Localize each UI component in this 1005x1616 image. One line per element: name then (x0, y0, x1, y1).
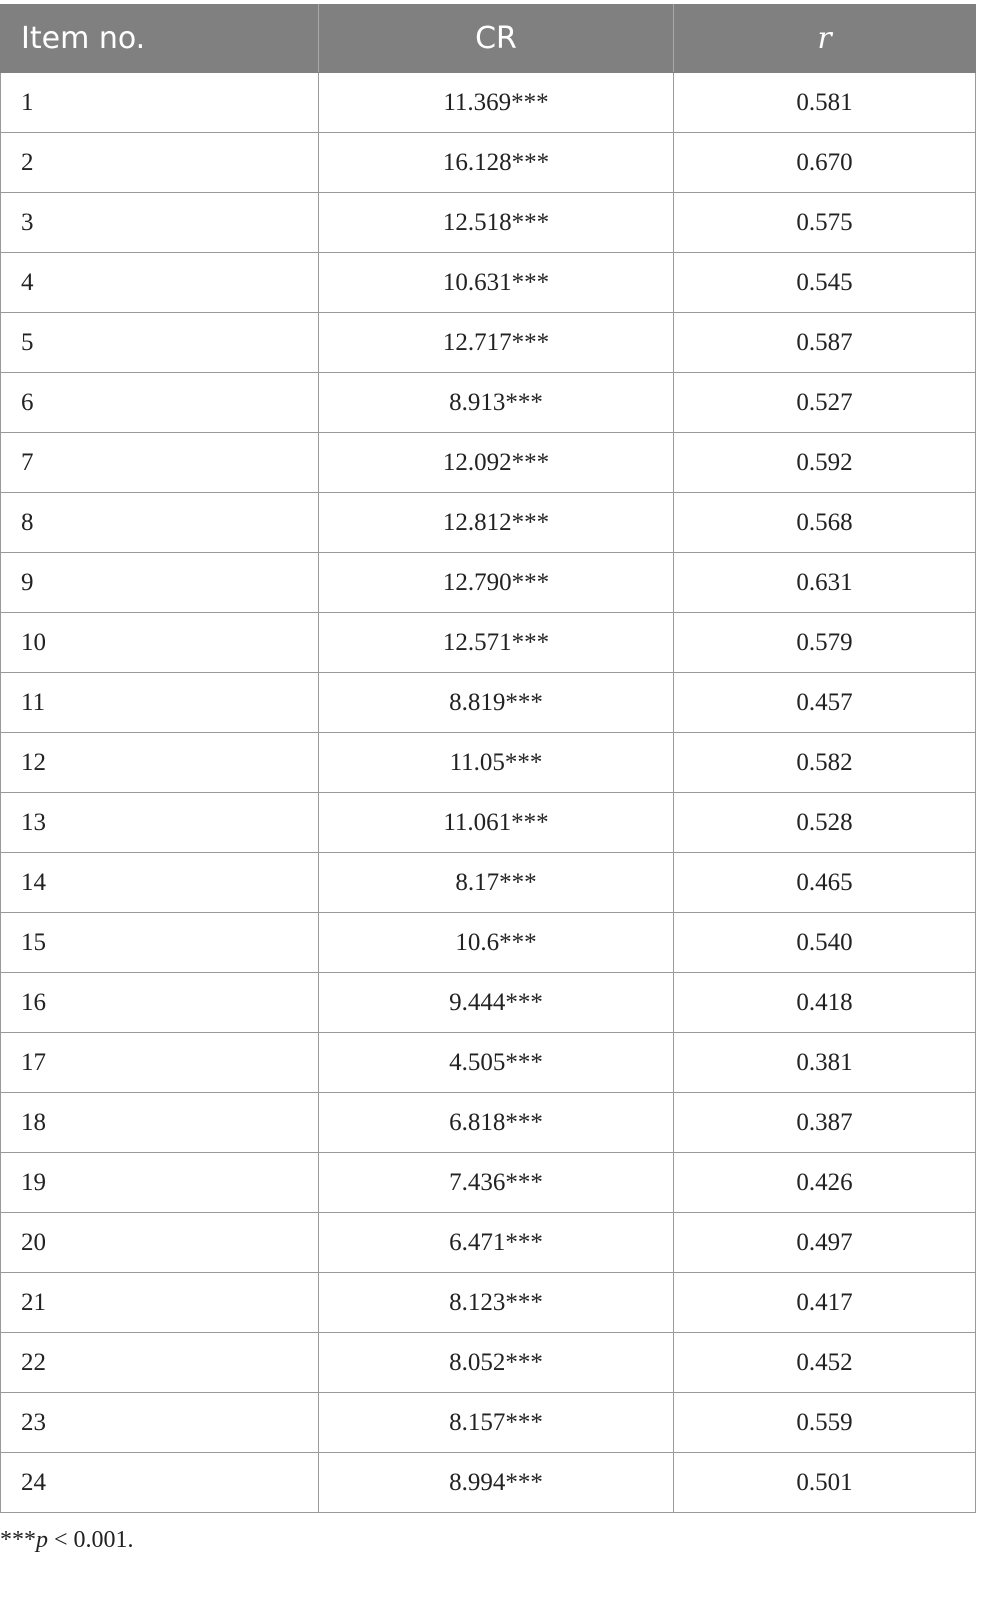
table-row (1, 133, 976, 193)
table-row (1, 1453, 976, 1513)
cell-cr: 8.157*** (319, 1393, 674, 1453)
table-row (1, 673, 976, 733)
cell-cr: 11.061*** (319, 793, 674, 853)
cell-cr: 6.471*** (319, 1213, 674, 1273)
cell-r: 0.582 (674, 733, 976, 793)
cell-r: 0.575 (674, 193, 976, 253)
cell-cr: 8.17*** (319, 853, 674, 913)
cell-item-no: 6 (1, 373, 319, 433)
cell-r: 0.587 (674, 313, 976, 373)
cell-r: 0.670 (674, 133, 976, 193)
table-row (1, 1213, 976, 1273)
cell-item-no: 21 (1, 1273, 319, 1333)
table-container (0, 4, 975, 1513)
cell-cr: 10.6*** (319, 913, 674, 973)
table-row (1, 1153, 976, 1213)
cell-r: 0.426 (674, 1153, 976, 1213)
cell-r: 0.592 (674, 433, 976, 493)
table-row (1, 493, 976, 553)
cell-item-no: 19 (1, 1153, 319, 1213)
cell-r: 0.457 (674, 673, 976, 733)
header-cr: CR (319, 5, 674, 73)
cell-cr: 10.631*** (319, 253, 674, 313)
table-row (1, 73, 976, 133)
footnote-p-symbol: p (36, 1527, 48, 1553)
table-row (1, 1033, 976, 1093)
table-row (1, 373, 976, 433)
cell-r: 0.381 (674, 1033, 976, 1093)
cell-cr: 16.128*** (319, 133, 674, 193)
cell-item-no: 20 (1, 1213, 319, 1273)
table-row (1, 1093, 976, 1153)
table-row (1, 193, 976, 253)
cell-r: 0.528 (674, 793, 976, 853)
cell-item-no: 5 (1, 313, 319, 373)
cell-item-no: 10 (1, 613, 319, 673)
cell-r: 0.540 (674, 913, 976, 973)
cell-cr: 4.505*** (319, 1033, 674, 1093)
cell-r: 0.452 (674, 1333, 976, 1393)
footnote-stars: *** (0, 1527, 36, 1553)
cell-r: 0.387 (674, 1093, 976, 1153)
cell-item-no: 3 (1, 193, 319, 253)
cell-r: 0.417 (674, 1273, 976, 1333)
cell-item-no: 12 (1, 733, 319, 793)
table-row (1, 253, 976, 313)
cell-item-no: 18 (1, 1093, 319, 1153)
cell-cr: 7.436*** (319, 1153, 674, 1213)
cell-item-no: 11 (1, 673, 319, 733)
cell-r: 0.568 (674, 493, 976, 553)
cell-item-no: 7 (1, 433, 319, 493)
table-row (1, 733, 976, 793)
table-body (1, 73, 976, 1513)
header-row (1, 5, 976, 73)
cell-cr: 8.819*** (319, 673, 674, 733)
cell-cr: 12.571*** (319, 613, 674, 673)
cell-item-no: 24 (1, 1453, 319, 1513)
cell-cr: 12.812*** (319, 493, 674, 553)
cell-item-no: 9 (1, 553, 319, 613)
table-row (1, 973, 976, 1033)
cell-r: 0.559 (674, 1393, 976, 1453)
cell-cr: 8.994*** (319, 1453, 674, 1513)
cell-item-no: 8 (1, 493, 319, 553)
cell-r: 0.631 (674, 553, 976, 613)
header-r: r (674, 5, 976, 73)
cell-item-no: 23 (1, 1393, 319, 1453)
cell-cr: 12.717*** (319, 313, 674, 373)
table-row (1, 613, 976, 673)
cell-item-no: 4 (1, 253, 319, 313)
cell-cr: 11.05*** (319, 733, 674, 793)
table-row (1, 1333, 976, 1393)
table-row (1, 1273, 976, 1333)
table-header (1, 5, 976, 73)
cell-cr: 11.369*** (319, 73, 674, 133)
cell-cr: 8.913*** (319, 373, 674, 433)
table-footnote (0, 1527, 134, 1554)
table-row (1, 313, 976, 373)
item-analysis-table (0, 4, 976, 1513)
cell-r: 0.501 (674, 1453, 976, 1513)
table-row (1, 433, 976, 493)
table-row (1, 793, 976, 853)
table-row (1, 553, 976, 613)
cell-r: 0.545 (674, 253, 976, 313)
cell-item-no: 22 (1, 1333, 319, 1393)
cell-r: 0.527 (674, 373, 976, 433)
cell-item-no: 2 (1, 133, 319, 193)
cell-r: 0.579 (674, 613, 976, 673)
cell-cr: 9.444*** (319, 973, 674, 1033)
cell-item-no: 15 (1, 913, 319, 973)
cell-cr: 12.518*** (319, 193, 674, 253)
footnote-condition: < 0.001. (48, 1527, 134, 1553)
cell-item-no: 1 (1, 73, 319, 133)
cell-cr: 8.123*** (319, 1273, 674, 1333)
cell-r: 0.581 (674, 73, 976, 133)
cell-item-no: 13 (1, 793, 319, 853)
cell-cr: 12.790*** (319, 553, 674, 613)
table-row (1, 853, 976, 913)
cell-cr: 12.092*** (319, 433, 674, 493)
cell-item-no: 17 (1, 1033, 319, 1093)
table-row (1, 1393, 976, 1453)
cell-cr: 8.052*** (319, 1333, 674, 1393)
cell-item-no: 14 (1, 853, 319, 913)
cell-r: 0.465 (674, 853, 976, 913)
cell-r: 0.418 (674, 973, 976, 1033)
header-item-no: Item no. (1, 5, 319, 73)
cell-item-no: 16 (1, 973, 319, 1033)
cell-r: 0.497 (674, 1213, 976, 1273)
cell-cr: 6.818*** (319, 1093, 674, 1153)
table-row (1, 913, 976, 973)
